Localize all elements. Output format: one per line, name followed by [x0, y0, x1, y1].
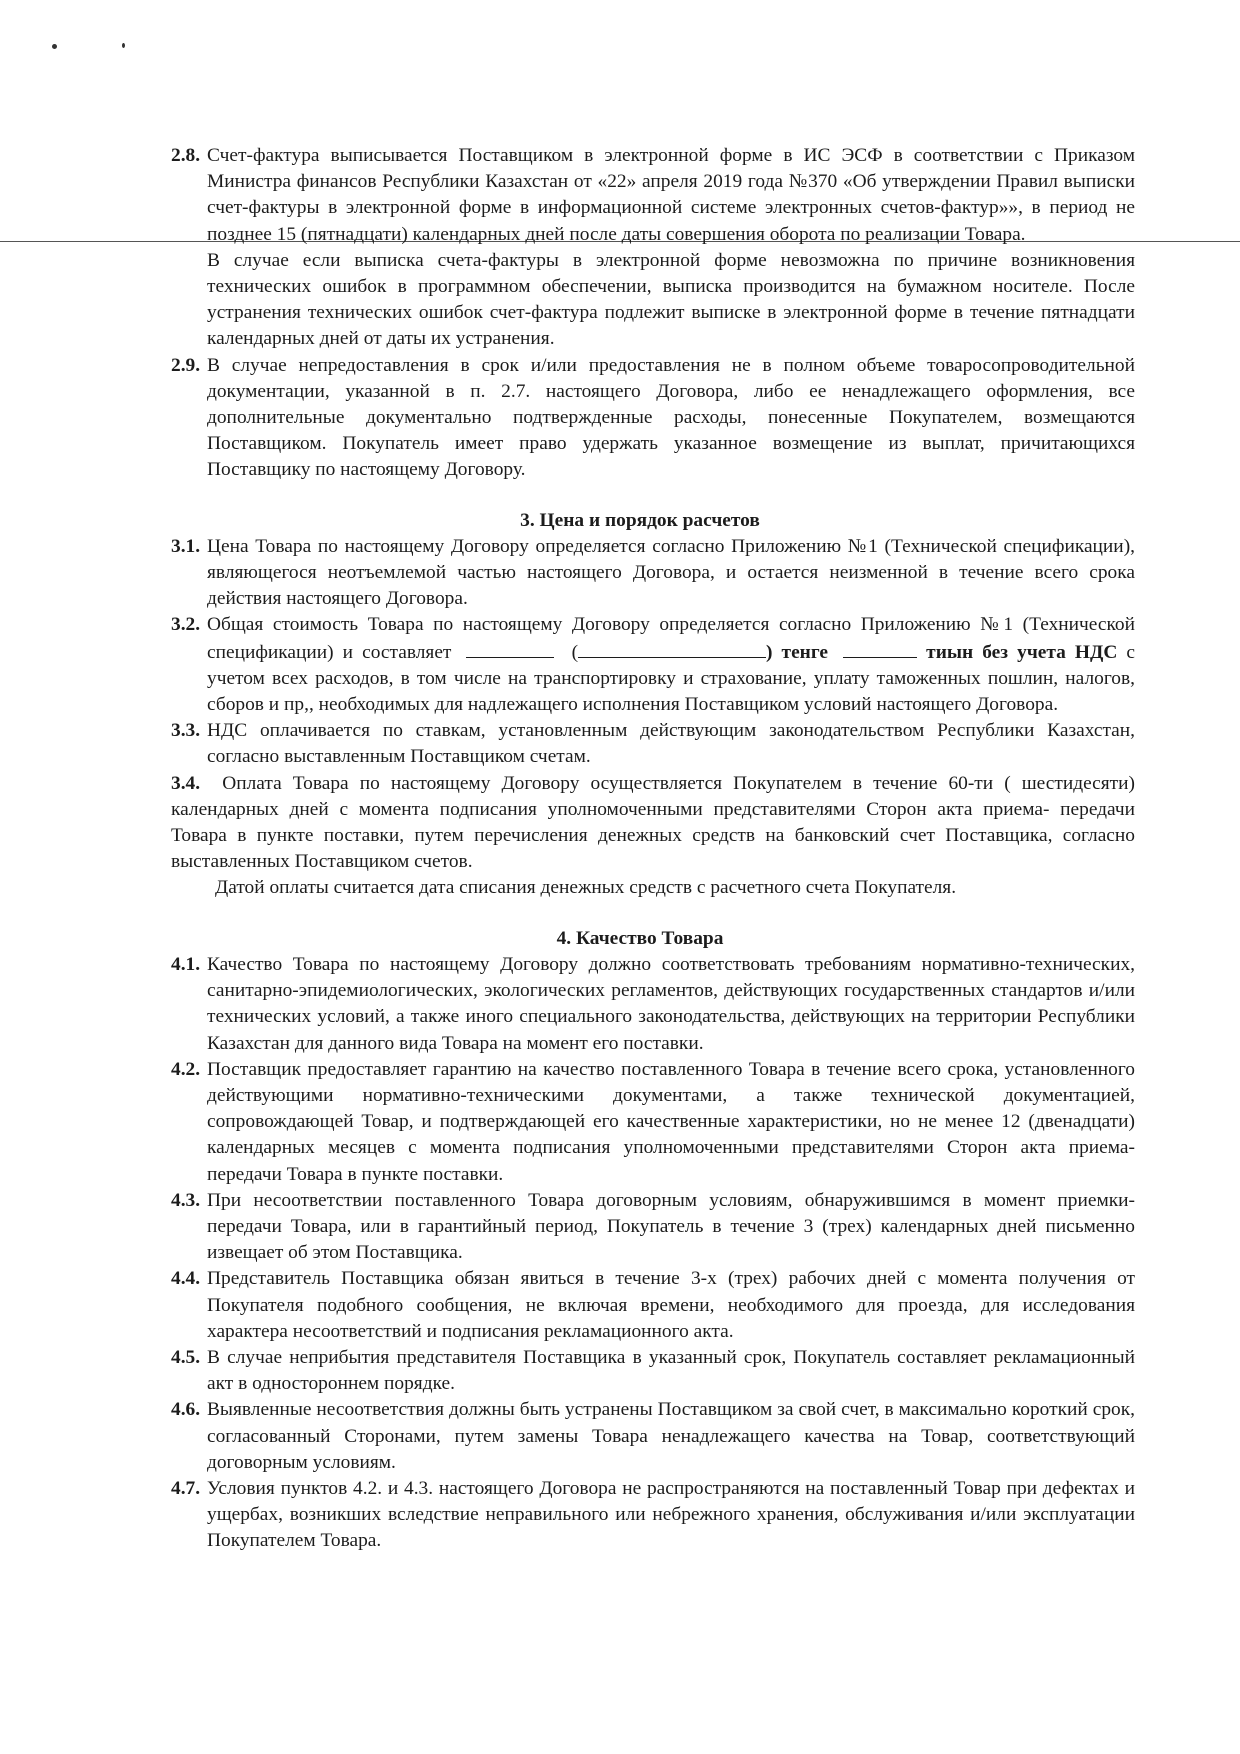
clause-text: Условия пунктов 4.2. и 4.3. настоящего Договора не распространяются на поставленный Товар при дефектах и ущербах, возникших вследствие неправильного или небрежного хранения, обслуживания и/или эксплуатации Покупателем Товара. — [207, 1477, 1135, 1552]
clause-text: Представитель Поставщика обязан явиться в течение 3-х (трех) рабочих дней с момента получения от Покупателя подобного сообщения, не включая времени, необходимого для проезда, для исследования характера несоответствий и подписания рекламационного акта. — [207, 1268, 1135, 1342]
clause-3-4 — [171, 771, 1135, 876]
scan-speck — [52, 44, 57, 49]
clause-text — [207, 612, 1135, 718]
clause-number: 3.2. — [171, 614, 201, 636]
section-heading: 3. Цена и порядок расчетов — [520, 509, 760, 531]
tiyn-blank[interactable] — [843, 639, 917, 658]
clause-4-7 — [171, 1476, 1135, 1555]
clause-number: 4.7. — [171, 1477, 201, 1499]
clause-number: 4.3. — [171, 1189, 201, 1211]
clause-4-4 — [171, 1266, 1135, 1345]
clause-number: 4.2. — [171, 1058, 201, 1080]
clause-number: 2.9. — [171, 354, 201, 376]
clause-3-2 — [171, 612, 1136, 718]
clause-2-8 — [171, 143, 1135, 353]
tiyn-label: тиын без учета НДС — [926, 641, 1118, 663]
clause-number: 3.4. — [171, 772, 201, 794]
clause-text: Цена Товара по настоящему Договору определяется согласно Приложению №1 (Технической спецификации), являющегося неотъемлемой частью настоящего Договора, и остается неизменной в течение всего срока действия настоящего Договора. — [207, 535, 1135, 610]
document-body — [0, 143, 1240, 1555]
tenge-label: ) тенге — [766, 641, 829, 663]
clause-number: 3.1. — [171, 535, 201, 557]
clause-text-end: с учетом всех расходов, в том числе на транспортировку и страхование, уплату таможенных пошлин, налогов, сборов и пр,, необходимых для надлежащего исполнения Поставщиком условий настоящего Договора. — [207, 641, 1136, 716]
clause-4-6 — [171, 1397, 1135, 1476]
clause-text-continued: В случае если выписка счета-фактуры в электронной форме невозможна по причине возникновения технических ошибок в программном обеспечении, выписка производится на бумажном носителе. После устранения технических ошибок счет-фактура подлежит выписке в электронной форме в течение пятнадцати календарных дней от даты их устранения. — [207, 249, 1135, 350]
clause-4-1 — [171, 952, 1135, 1057]
clause-text: Качество Товара по настоящему Договору должно соответствовать требованиям нормативно-технических, санитарно-эпидемиологических, экологических регламентов, действующих государственных стандартов и/или технических условий, а также иного специального законодательства, действующих на территории Республики Казахстан для данного вида Товара на момент его поставки. — [207, 953, 1135, 1054]
clause-number: 4.4. — [171, 1268, 201, 1290]
clause-number: 3.3. — [171, 720, 201, 742]
clause-text: В случае неприбытия представителя Поставщика в указанный срок, Покупатель составляет рекламационный акт в одностороннем порядке. — [207, 1346, 1135, 1395]
clause-text: Счет-фактура выписывается Поставщиком в электронной форме в ИС ЭСФ в соответствии с Приказом Министра финансов Республики Казахстан от «22» апреля 2019 года №370 «Об утверждении Правил выписки счет-фактуры в электронной форме в информационной системе электронных счетов-фактур»», в период не позднее 15 (пятнадцати) календарных дней после даты совершения оборота по реализации Товара. — [207, 145, 1135, 245]
payment-date-note: Датой оплаты считается дата списания денежных средств с расчетного счета Покупателя. — [215, 877, 957, 899]
clause-3-3 — [171, 718, 1135, 770]
clause-text: В случае непредоставления в срок и/или предоставления не в полном объеме товаросопроводительной документации, указанной в п. 2.7. настоящего Договора, либо ее ненадлежащего оформления, все дополнительные документально подтвержденные расходы, понесенные Покупателем, возмещаются Поставщиком. Покупатель имеет право удержать указанное возмещение из выплат, причитающихся Поставщику по настоящему Договору. — [207, 354, 1135, 481]
clause-2-9 — [171, 353, 1135, 484]
clause-4-5 — [171, 1345, 1135, 1397]
section-heading: 4. Качество Товара — [556, 927, 724, 949]
clause-number: 4.1. — [171, 953, 201, 975]
clause-text: Выявленные несоответствия должны быть устранены Поставщиком за свой счет, в максимально короткий срок, согласованный Сторонами, путем замены Товара ненадлежащего качества на Товар, соответствующий договорным условиям. — [207, 1399, 1135, 1473]
scan-speck — [122, 43, 125, 48]
open-paren: ( — [571, 641, 579, 663]
clause-text: НДС оплачивается по ставкам, установленным действующим законодательством Республики Казахстан, согласно выставленным Поставщиком счетам. — [207, 720, 1135, 768]
clause-number: 4.5. — [171, 1346, 201, 1368]
clause-number: 4.6. — [171, 1399, 201, 1421]
amount-blank[interactable] — [466, 639, 554, 658]
clause-text: При несоответствии поставленного Товара договорным условиям, обнаружившимся в момент приемки-передачи Товара, или в гарантийный период, Покупатель в течение 3 (трех) календарных дней письменно извещает об этом Поставщика. — [207, 1189, 1135, 1264]
clause-text-start: Общая стоимость Товара по настоящему Договору определяется согласно Приложению №1 (Технической спецификации) и составляет — [207, 614, 1135, 663]
clause-text: Оплата Товара по настоящему Договору осуществляется Покупателем в течение 60-ти ( шестидесяти) календарных дней с момента подписания уполномоченными представителями Сторон акта приема- передачи Товара в пункте поставки, путем перечисления денежных средств на банковский счет Поставщика, согласно выставленных Поставщиком счетов. — [171, 772, 1135, 873]
clause-4-2 — [171, 1057, 1135, 1188]
clause-number: 2.8. — [171, 145, 201, 166]
amount-words-blank[interactable] — [578, 639, 766, 658]
clause-4-3 — [171, 1188, 1135, 1267]
clause-3-1 — [171, 534, 1135, 613]
clause-text: Поставщик предоставляет гарантию на качество поставленного Товара в течение всего срока, установленного действующими нормативно-техническими документами, а также технической документацией, сопровождающей Товар, и подтверждающей его качественные характеристики, но не менее 12 (двенадцати) календарных месяцев с момента подписания уполномоченными представителями Сторон акта приема-передачи Товара в пункте поставки. — [207, 1058, 1135, 1185]
